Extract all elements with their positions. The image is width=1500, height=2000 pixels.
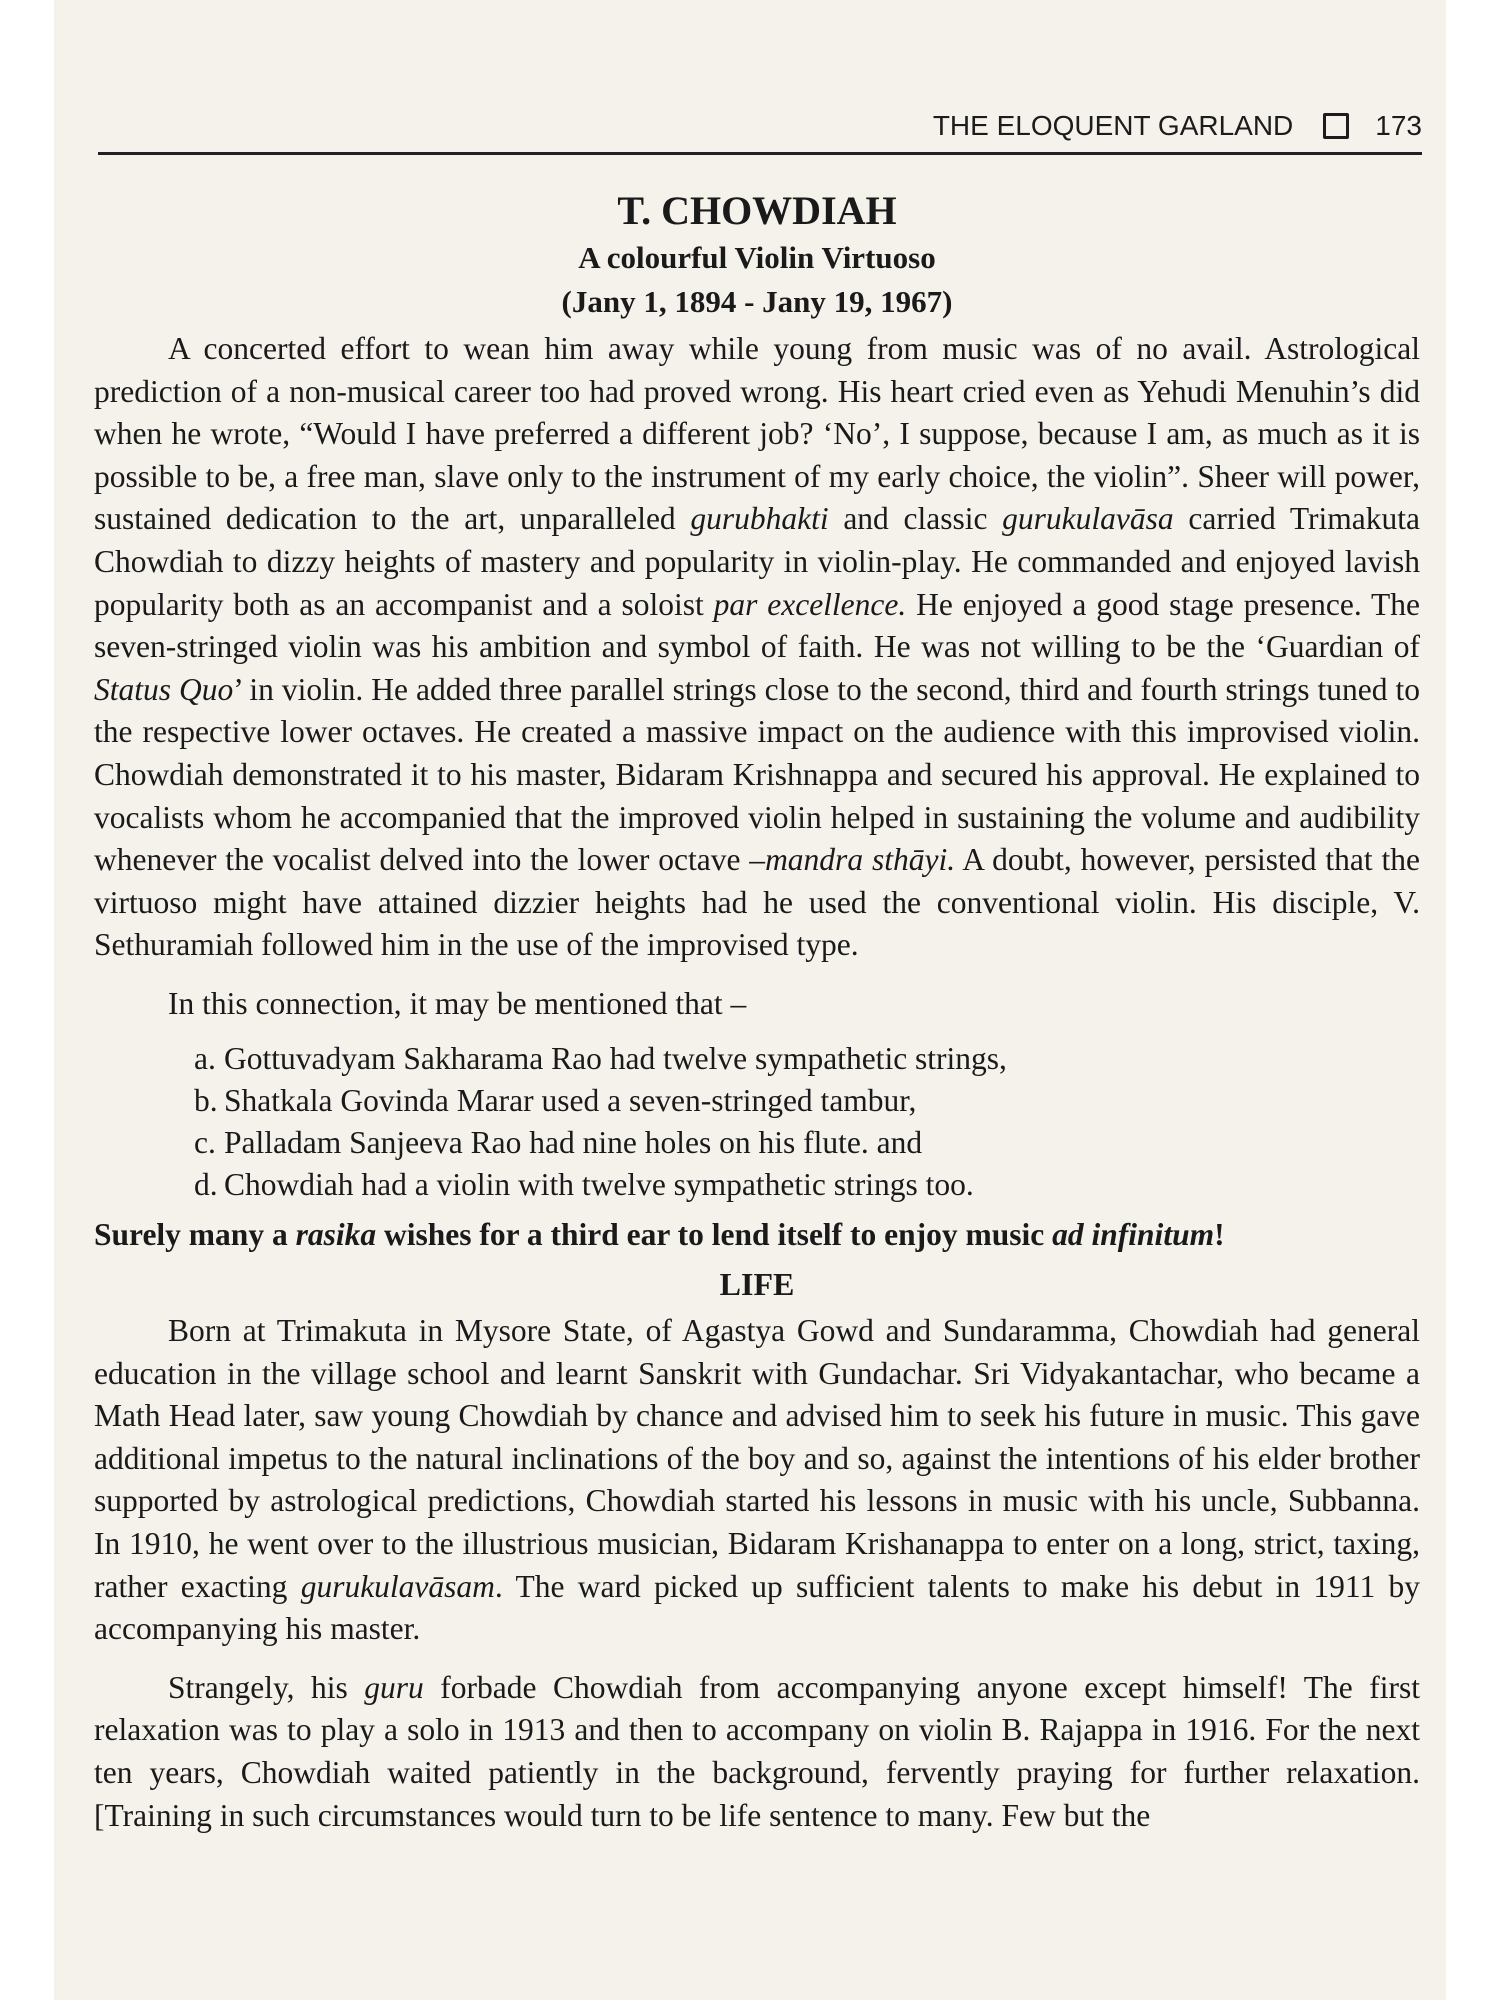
- page-number: 173: [1375, 110, 1422, 141]
- box-bullet-icon: [1323, 113, 1349, 139]
- list-item: c. Palladam Sanjeeva Rao had nine holes on his flute. and: [194, 1124, 923, 1160]
- article-dates: (Jany 1, 1894 - Jany 19, 1967): [561, 284, 953, 319]
- list-item: a. Gottuvadyam Sakharama Rao had twelve sympathetic strings,: [194, 1040, 1007, 1076]
- paragraph-guru: Strangely, his guru forbade Chowdiah from accompanying anyone except himself! The first relaxation was to play a solo in 1913 and then to accompany on violin B. Rajappa in 1916. For the next ten years, Chowdiah waited patiently in the background, fervently praying for further relaxation. [Training in such circumstances would turn to be life sentence to many. Few but the: [94, 1669, 1420, 1833]
- article-subtitle: A colourful Violin Virtuoso: [578, 240, 936, 275]
- paragraph-life: Born at Trimakuta in Mysore State, of Agastya Gowd and Sundaramma, Chowdiah had general education in the village school and learnt Sanskrit with Gundachar. Sri Vidyakantachar, who became a Math Head later, saw young Chowdiah by chance and advised him to seek his future in music. This gave additional impetus to the natural inclinations of the boy and so, against the intentions of his elder brother supported by astrological predictions, Chowdiah started his lessons in music with his uncle, Subbanna. In 1910, he went over to the illustrious musician, Bidaram Krishanappa to enter on a long, strict, taxing, rather exacting gurukulavāsam. The ward picked up sufficient talents to make his debut in 1911 by accompanying his master.: [94, 1313, 1421, 1647]
- list-item: b. Shatkala Govinda Marar used a seven-stringed tambur,: [194, 1082, 917, 1118]
- header-rule: [98, 152, 1422, 155]
- instrument-list: [94, 1038, 1420, 1206]
- book-page: [54, 0, 1446, 2000]
- running-title: THE ELOQUENT GARLAND: [932, 110, 1294, 141]
- article-title: T. CHOWDIAH: [617, 188, 897, 233]
- running-header: [98, 104, 1422, 148]
- paragraph-intro: A concerted effort to wean him away while young from music was of no avail. Astrological prediction of a non-musical career too had proved wrong. His heart cried even as Yehudi Menuhin’s did when he wrote, “Would I have preferred a different job? ‘No’, I suppose, because I am, as much as it is possible to be, a free man, slave only to the instrument of my early choice, the violin”. Sheer will power, sustained dedication to the art, unparalleled gurubhakti and classic gurukulavāsa carried Trimakuta Chowdiah to dizzy heights of mastery and popularity in violin-play. He commanded and enjoyed lavish popularity both as an accompanist and a soloist par excellence. He enjoyed a good stage presence. The seven-stringed violin was his ambition and symbol of faith. He was not willing to be the ‘Guardian of Status Quo’ in violin. He added three parallel strings close to the second, third and fourth strings tuned to the respective lower octaves. He created a massive impact on the audience with this improvised violin. Chowdiah demonstrated it to his master, Bidaram Krishnappa and secured his approval. He explained to vocalists whom he accompanied that the improved violin helped in sustaining the volume and audibility whenever the vocalist delved into the lower octave –mandra sthāyi. A doubt, however, persisted that the virtuoso might have attained dizzier heights had he used the conventional violin. His disciple, V. Sethuramiah followed him in the use of the improvised type.: [94, 331, 1421, 963]
- section-heading-life: LIFE: [719, 1266, 795, 1303]
- page-content: [94, 188, 1420, 1837]
- emphasis-line: Surely many a rasika wishes for a third ear to lend itself to enjoy music ad infinitum!: [94, 1216, 1225, 1252]
- paragraph-connection: In this connection, it may be mentioned that –: [168, 985, 747, 1021]
- list-item: d. Chowdiah had a violin with twelve sympathetic strings too.: [194, 1166, 974, 1202]
